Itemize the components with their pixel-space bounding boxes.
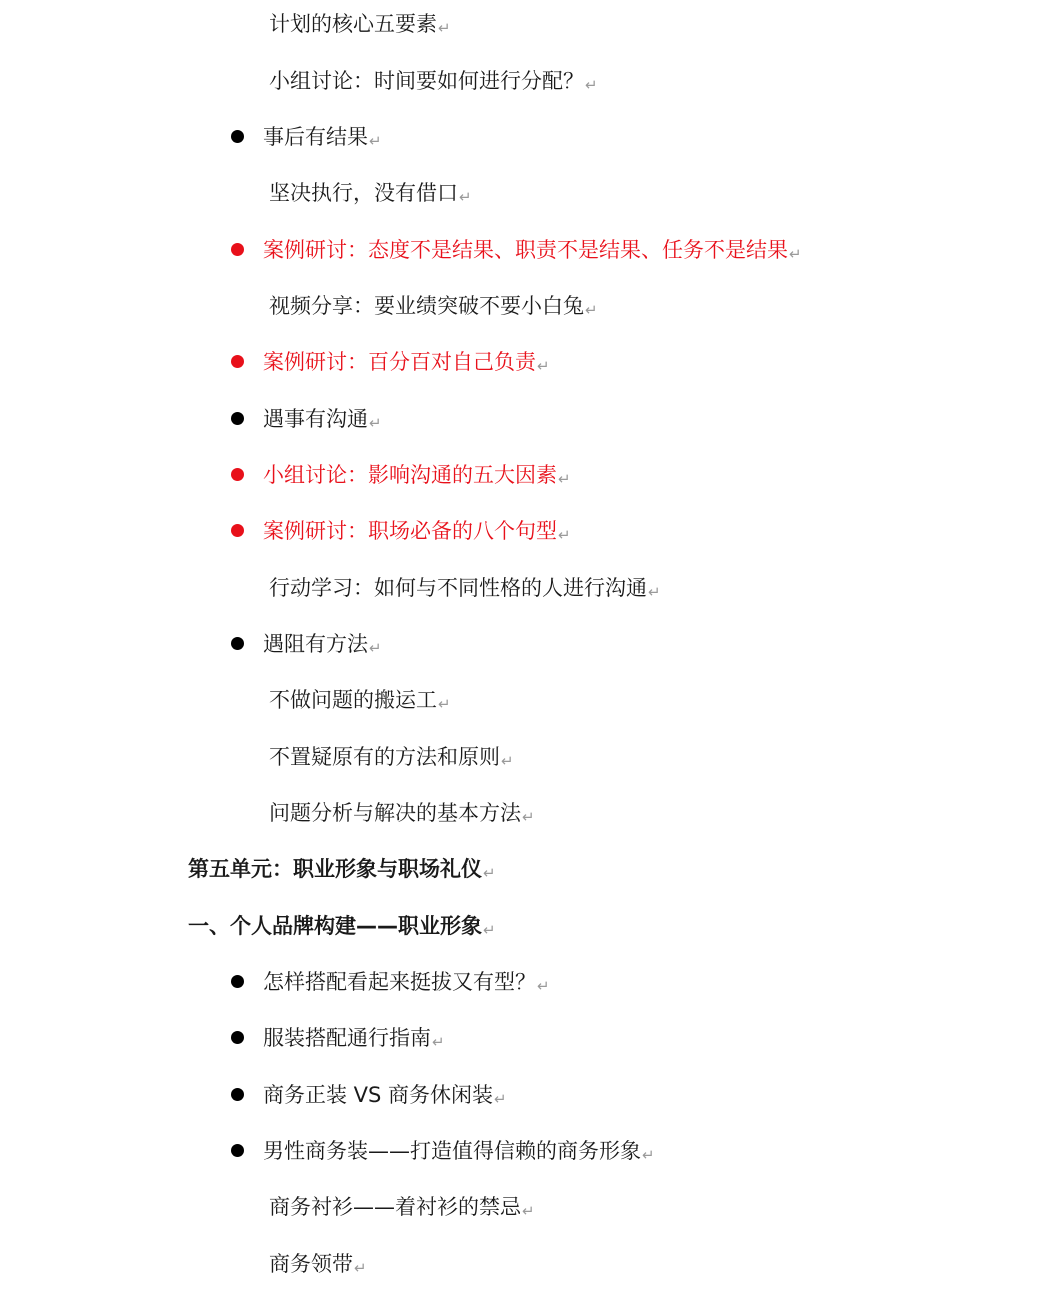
- paragraph-mark-icon: ↵: [432, 1033, 445, 1051]
- bullet-dot-icon: [231, 468, 244, 481]
- bullet-item: [231, 624, 382, 664]
- line-text: 案例研讨：态度不是结果、职责不是结果、任务不是结果: [263, 238, 788, 262]
- paragraph-mark-icon: ↵: [501, 752, 514, 770]
- paragraph-mark-icon: ↵: [438, 695, 451, 713]
- line-text: 小组讨论：影响沟通的五大因素: [263, 463, 557, 487]
- outline-line: [269, 1244, 367, 1284]
- paragraph-mark-icon: ↵: [522, 808, 535, 826]
- bullet-item: [231, 1131, 655, 1171]
- bullet-dot-icon: [231, 412, 244, 425]
- bullet-dot-icon: [231, 1144, 244, 1157]
- bullet-dot-icon: [231, 1088, 244, 1101]
- outline-line: [269, 568, 661, 608]
- line-text: 遇阻有方法: [263, 632, 368, 656]
- outline-line: [269, 173, 472, 213]
- line-text: 案例研讨：百分百对自己负责: [263, 350, 536, 374]
- line-text: 案例研讨：职场必备的八个句型: [263, 519, 557, 543]
- paragraph-mark-icon: ↵: [789, 245, 802, 263]
- paragraph-mark-icon: ↵: [369, 414, 382, 432]
- line-text: 商务衬衫——着衬衫的禁忌: [269, 1195, 521, 1219]
- bullet-dot-icon: [231, 355, 244, 368]
- paragraph-mark-icon: ↵: [459, 188, 472, 206]
- paragraph-mark-icon: ↵: [354, 1259, 367, 1277]
- paragraph-mark-icon: ↵: [558, 526, 571, 544]
- section-heading: [188, 849, 496, 889]
- heading-text: 一、个人品牌构建——职业形象: [188, 914, 482, 938]
- paragraph-mark-icon: ↵: [585, 76, 598, 94]
- paragraph-mark-icon: ↵: [585, 301, 598, 319]
- outline-line: [269, 737, 514, 777]
- paragraph-mark-icon: ↵: [537, 357, 550, 375]
- bullet-item-highlighted: [231, 455, 571, 495]
- bullet-dot-icon: [231, 1031, 244, 1044]
- line-text: 小组讨论：时间要如何进行分配？: [269, 69, 584, 93]
- bullet-item-highlighted: [231, 511, 571, 551]
- outline-line: [269, 1187, 535, 1227]
- outline-line: [269, 793, 535, 833]
- bullet-item-highlighted: [231, 342, 550, 382]
- paragraph-mark-icon: ↵: [483, 921, 496, 939]
- line-text: 行动学习：如何与不同性格的人进行沟通: [269, 576, 647, 600]
- bullet-item: [231, 962, 550, 1002]
- paragraph-mark-icon: ↵: [483, 864, 496, 882]
- line-text: 不做问题的搬运工: [269, 688, 437, 712]
- subsection-heading: [188, 906, 496, 946]
- outline-line: [269, 286, 598, 326]
- bullet-item: [231, 399, 382, 439]
- paragraph-mark-icon: ↵: [558, 470, 571, 488]
- bullet-dot-icon: [231, 637, 244, 650]
- line-text: 男性商务装——打造值得信赖的商务形象: [263, 1139, 641, 1163]
- paragraph-mark-icon: ↵: [537, 977, 550, 995]
- line-text: 怎样搭配看起来挺拔又有型？: [263, 970, 536, 994]
- paragraph-mark-icon: ↵: [648, 583, 661, 601]
- paragraph-mark-icon: ↵: [494, 1090, 507, 1108]
- line-text: 坚决执行，没有借口: [269, 181, 458, 205]
- line-text: 商务领带: [269, 1252, 353, 1276]
- bullet-item: [231, 1018, 445, 1058]
- line-text: 商务正装 VS 商务休闲装: [263, 1083, 494, 1107]
- bullet-dot-icon: [231, 975, 244, 988]
- outline-line: [269, 4, 451, 44]
- heading-text: 第五单元：职业形象与职场礼仪: [188, 857, 482, 881]
- line-text: 服装搭配通行指南: [263, 1026, 431, 1050]
- outline-line: [269, 61, 598, 101]
- bullet-dot-icon: [231, 524, 244, 537]
- paragraph-mark-icon: ↵: [369, 639, 382, 657]
- line-text: 遇事有沟通: [263, 407, 368, 431]
- paragraph-mark-icon: ↵: [642, 1146, 655, 1164]
- bullet-item-highlighted: [231, 230, 802, 270]
- bullet-dot-icon: [231, 243, 244, 256]
- line-text: 视频分享：要业绩突破不要小白兔: [269, 294, 584, 318]
- outline-line: [269, 680, 451, 720]
- bullet-dot-icon: [231, 130, 244, 143]
- line-text: 问题分析与解决的基本方法: [269, 801, 521, 825]
- paragraph-mark-icon: ↵: [369, 132, 382, 150]
- bullet-item: [231, 1075, 507, 1115]
- bullet-item: [231, 117, 382, 157]
- paragraph-mark-icon: ↵: [522, 1202, 535, 1220]
- line-text: 计划的核心五要素: [269, 12, 437, 36]
- line-text: 事后有结果: [263, 125, 368, 149]
- line-text: 不置疑原有的方法和原则: [269, 745, 500, 769]
- paragraph-mark-icon: ↵: [438, 19, 451, 37]
